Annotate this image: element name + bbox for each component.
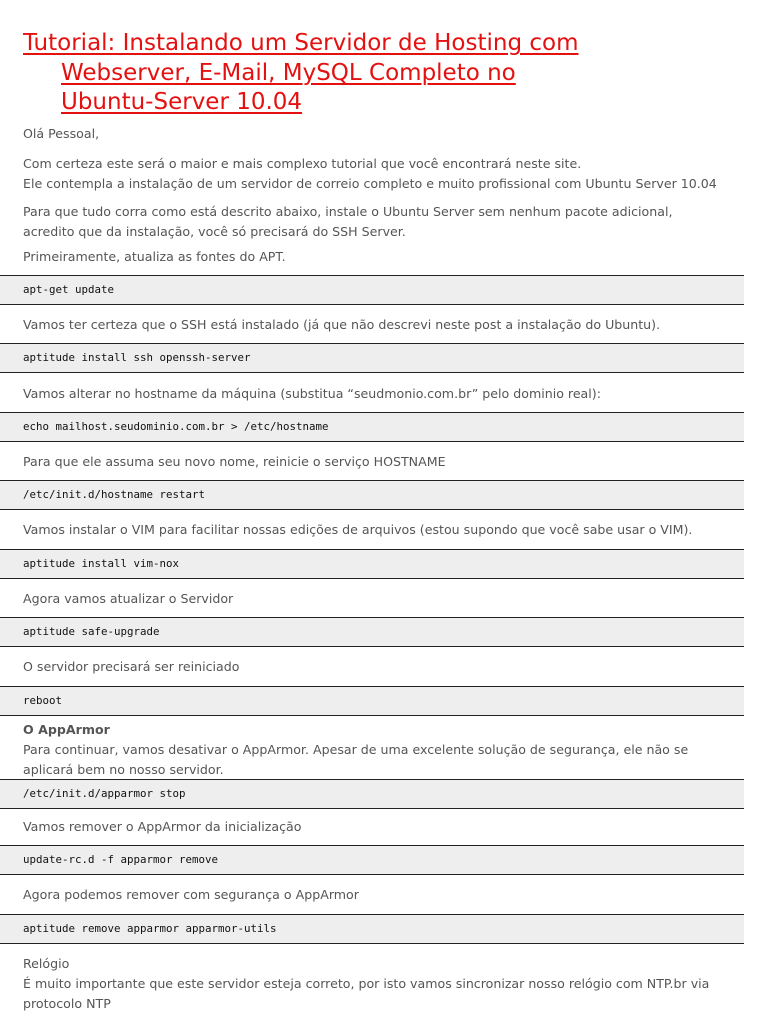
page-title [23,29,753,118]
apparmor-text-line-2: aplicará bem no nosso servidor. [23,762,224,777]
clock-text-line-2: protocolo NTP [23,996,111,1011]
intro-paragraph-2 [23,202,748,242]
intro-paragraph-1 [23,154,748,194]
text-apparmor-remove: Agora podemos remover com segurança o AppArmor [23,887,359,902]
code-text: echo mailhost.seudominio.com.br > /etc/hostname [23,420,329,433]
text-restart-hostname: Para que ele assuma seu novo nome, reinicie o serviço HOSTNAME [23,454,446,469]
title-line-2: Webserver, E-Mail, MySQL Completo no [61,59,516,86]
code-text: /etc/init.d/hostname restart [23,488,206,501]
clock-section [23,954,748,1014]
code-block-apparmor-rc[interactable] [0,845,744,875]
intro-p2-line-1: Para que tudo corra como está descrito abaixo, instale o Ubuntu Server sem nenhum pacote adicional, [23,204,673,219]
apparmor-text-line-1: Para continuar, vamos desativar o AppArmor. Apesar de uma excelente solução de segurança, ele não se [23,742,689,757]
code-block-apt-update[interactable] [0,275,744,305]
clock-heading: Relógio [23,956,70,971]
code-text: apt-get update [23,283,115,296]
text-hostname: Vamos alterar no hostname da máquina (substitua “seudmonio.com.br” pelo dominio real): [23,386,601,401]
code-block-reboot[interactable] [0,686,744,716]
text-reboot: O servidor precisará ser reiniciado [23,659,240,674]
code-text: /etc/init.d/apparmor stop [23,787,186,800]
code-block-vim[interactable] [0,549,744,579]
code-text: aptitude install ssh openssh-server [23,351,251,364]
code-text: aptitude safe-upgrade [23,625,160,638]
code-block-ssh-install[interactable] [0,343,744,373]
intro-p1-line-1: Com certeza este será o maior e mais complexo tutorial que você encontrará neste site. [23,156,582,171]
code-block-hostname[interactable] [0,412,744,442]
intro-p1-line-2: Ele contempla a instalação de um servidor de correio completo e muito profissional com Ubuntu Server 10.04 [23,176,717,191]
clock-text-line-1: É muito importante que este servidor esteja correto, por isto vamos sincronizar nosso relógio com NTP.br via [23,976,710,991]
title-line-1: Tutorial: Instalando um Servidor de Hosting com [23,30,579,56]
greeting-text: Olá Pessoal, [23,126,100,141]
code-text: update-rc.d -f apparmor remove [23,853,219,866]
apparmor-heading: O AppArmor [23,722,110,737]
text-upgrade: Agora vamos atualizar o Servidor [23,591,234,606]
apparmor-section [23,720,748,780]
code-block-apparmor-remove[interactable] [0,914,744,944]
code-block-apparmor-stop[interactable] [0,779,744,809]
code-text: aptitude install vim-nox [23,557,180,570]
code-block-upgrade[interactable] [0,617,744,647]
text-ssh: Vamos ter certeza que o SSH está instalado (já que não descrevi neste post a instalação do Ubuntu). [23,317,661,332]
text-vim: Vamos instalar o VIM para facilitar nossas edições de arquivos (estou supondo que você sabe usar o VIM). [23,522,693,537]
code-block-restart-hostname[interactable] [0,480,744,510]
code-text: aptitude remove apparmor apparmor-utils [23,922,277,935]
title-line-3: Ubuntu-Server 10.04 [61,89,303,115]
intro-paragraph-3: Primeiramente, atualiza as fontes do APT. [23,249,286,264]
intro-p2-line-2: acredito que da instalação, você só precisará do SSH Server. [23,224,406,239]
code-text: reboot [23,694,63,707]
text-apparmor-init: Vamos remover o AppArmor da inicialização [23,819,302,834]
